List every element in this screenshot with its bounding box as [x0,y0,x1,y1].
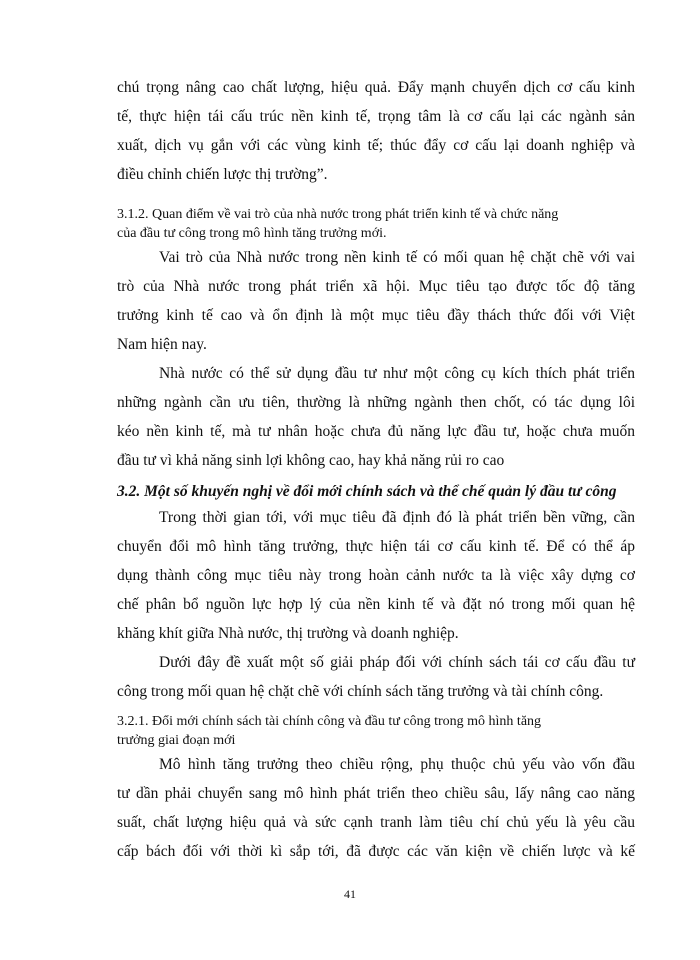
paragraph-line: Trong thời gian tới, với mục tiêu đã định đó là phát triển bền vững, cần [159,509,635,526]
paragraph-line: kéo nền kinh tế, mà tư nhân hoặc chưa đủ năng lực đầu tư, hoặc chưa muốn [117,423,635,440]
paragraph-line: xuất, dịch vụ gắn với các vùng kinh tế; thúc đẩy cơ cấu lại doanh nghiệp và [117,137,635,154]
paragraph-line: cấp bách đối với thời kì sắp tới, đã được các văn kiện về chiến lược và kế [117,843,635,860]
section-heading-3-2-1: 3.2.1. Đổi mới chính sách tài chính công và đầu tư công trong mô hình tăng [117,714,542,729]
section-heading-3-2: 3.2. Một số khuyến nghị về đổi mới chính sách và thể chế quản lý đầu tư công [117,483,617,500]
section-heading-3-2-1: trưởng giai đoạn mới [117,733,236,748]
paragraph-line: điều chỉnh chiến lược thị trường”. [117,166,328,183]
section-heading-3-1-2: của đầu tư công trong mô hình tăng trưởng mới. [117,226,387,241]
paragraph-line: Nam hiện nay. [117,336,207,353]
paragraph-line: Nhà nước có thể sử dụng đầu tư như một công cụ kích thích phát triển [159,365,635,382]
paragraph-line: tư dần phải chuyển sang mô hình phát triển theo chiều sâu, lấy nâng cao năng [117,785,635,802]
paragraph-line: tế, thực hiện tái cấu trúc nền kinh tế, trọng tâm là cơ cấu lại các ngành sản [117,108,635,125]
paragraph-line: dụng thành công mục tiêu này trong hoàn cảnh nước ta là việc xây dựng cơ [117,567,635,584]
paragraph-line: Mô hình tăng trưởng theo chiều rộng, phụ thuộc chủ yếu vào vốn đầu [159,756,635,773]
paragraph-line: công trong mối quan hệ chặt chẽ với chính sách tăng trưởng và tài chính công. [117,683,604,700]
paragraph-line: Vai trò của Nhà nước trong nền kinh tế có mối quan hệ chặt chẽ với vai [159,249,635,266]
paragraph-line: khăng khít giữa Nhà nước, thị trường và doanh nghiệp. [117,625,459,642]
paragraph-line: chú trọng nâng cao chất lượng, hiệu quả. Đẩy mạnh chuyển dịch cơ cấu kinh [117,79,635,96]
paragraph-line: trưởng kinh tế cao và ổn định là một mục tiêu đầy thách thức đối với Việt [117,307,635,324]
paragraph-line: đầu tư vì khả năng sinh lợi không cao, hay khả năng rủi ro cao [117,452,505,469]
paragraph-line: những ngành cần ưu tiên, thường là những ngành then chốt, có tác dụng lôi [117,394,635,411]
paragraph-line: trò của Nhà nước trong phát triển xã hội. Mục tiêu tạo được tốc độ tăng [117,278,635,295]
section-heading-3-1-2: 3.1.2. Quan điểm về vai trò của nhà nước trong phát triển kinh tế và chức năng [117,207,559,222]
paragraph-line: suất, chất lượng hiệu quả và sức cạnh tranh làm tiêu chí chủ yếu là yêu cầu [117,814,635,831]
paragraph-line: chuyển đổi mô hình tăng trưởng, thực hiện tái cơ cấu kinh tế. Để có thể áp [117,538,635,555]
page-number: 41 [344,887,356,901]
paragraph-line: Dưới đây đề xuất một số giải pháp đối với chính sách tái cơ cấu đầu tư [159,654,635,671]
paragraph-line: chế phân bổ nguồn lực hợp lý của nền kinh tế và đặt nó trong mối quan hệ [117,596,635,613]
